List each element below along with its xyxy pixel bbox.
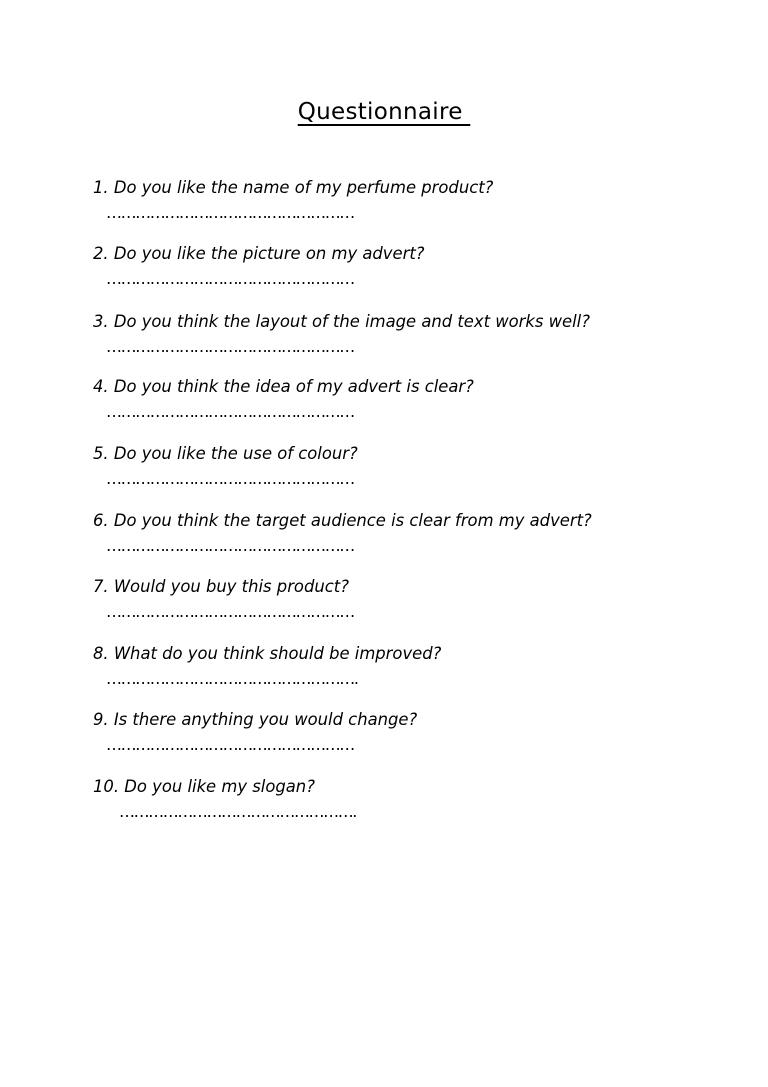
question-text: 5. Do you like the use of colour? [93, 444, 358, 463]
question-text: 9. Is there anything you would change? [93, 710, 418, 729]
answer-line: …………………………………………… [106, 269, 354, 288]
document-title: Questionnaire [297, 99, 471, 125]
answer-line: …………………………………………… [106, 735, 354, 754]
answer-line: …………………………………………. [119, 802, 356, 821]
question-item [93, 709, 713, 755]
answer-line: …………………………………………… [106, 602, 354, 621]
document-title-block [0, 96, 768, 128]
question-item [93, 243, 713, 289]
question-text: 2. Do you like the picture on my advert? [93, 244, 425, 263]
answer-line: …………………………………………… [106, 337, 354, 356]
answer-line: …………………………………………… [106, 469, 354, 488]
question-text: 6. Do you think the target audience is clear from my advert? [93, 511, 592, 530]
question-item [93, 643, 713, 689]
question-item [93, 177, 713, 223]
answer-line: …………………………………………… [106, 536, 354, 555]
answer-line: …………………………………………… [106, 402, 354, 421]
question-item [93, 443, 713, 489]
answer-line: ……………………………………………. [106, 669, 358, 688]
question-item [93, 776, 713, 822]
question-item [93, 576, 713, 622]
question-item [93, 510, 713, 556]
question-text: 3. Do you think the layout of the image and text works well? [93, 312, 590, 331]
answer-line: …………………………………………… [106, 203, 354, 222]
question-item [93, 376, 713, 422]
question-item [93, 311, 713, 357]
question-text: 1. Do you like the name of my perfume product? [93, 178, 494, 197]
question-text: 7. Would you buy this product? [93, 577, 349, 596]
question-text: 8. What do you think should be improved? [93, 644, 442, 663]
question-text: 10. Do you like my slogan? [93, 777, 315, 796]
question-text: 4. Do you think the idea of my advert is clear? [93, 377, 474, 396]
